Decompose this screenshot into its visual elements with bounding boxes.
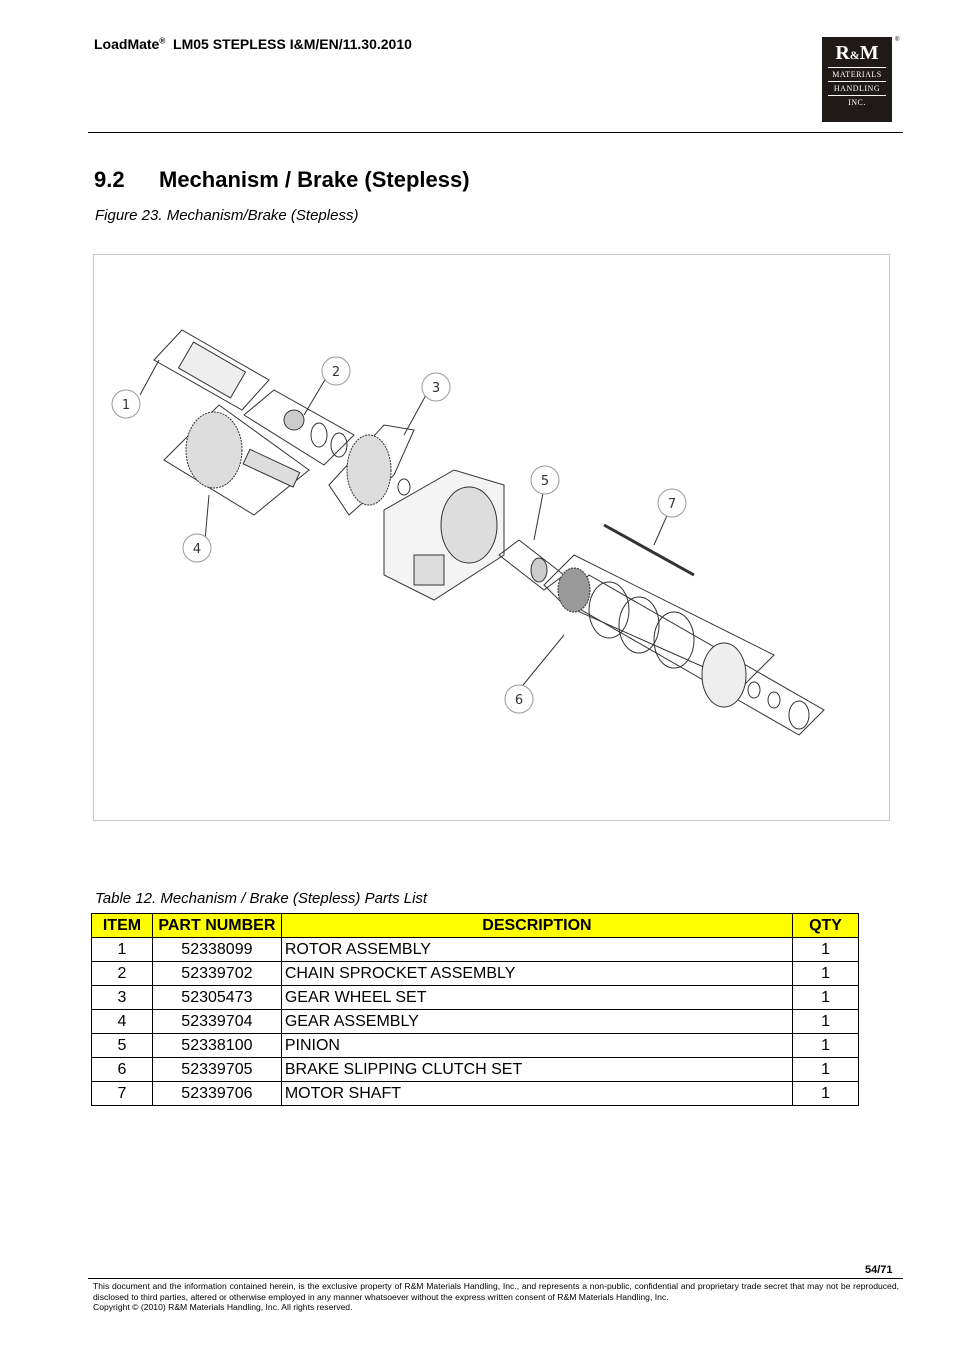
figure-caption: Figure 23. Mechanism/Brake (Stepless) — [95, 207, 359, 224]
cell-qty: 1 — [793, 962, 859, 986]
section-heading — [94, 167, 470, 193]
callout-1: 1 — [121, 398, 131, 413]
confidentiality-notice: This document and the information contained herein, is the exclusive property of R&M Materials Handling, Inc., and represents a non-public, confidential and proprietary trade secret that may not be reproduced, disclosed to third parties, altered or otherwise employed in any manner whatsoever without the express written consent of R&M Materials Handling, Inc. — [93, 1281, 899, 1302]
footer-divider — [88, 1278, 903, 1279]
callout-4: 4 — [192, 542, 202, 557]
cell-item: 2 — [92, 962, 153, 986]
cell-qty: 1 — [793, 938, 859, 962]
col-header-description: DESCRIPTION — [281, 914, 792, 938]
cell-description: GEAR WHEEL SET — [281, 986, 792, 1010]
copyright-notice: Copyright © (2010) R&M Materials Handling, Inc. All rights reserved. — [93, 1302, 353, 1312]
table-row — [92, 1034, 859, 1058]
cell-part-number: 52339702 — [152, 962, 281, 986]
mechanism-drawing — [94, 255, 889, 820]
cell-qty: 1 — [793, 1034, 859, 1058]
cell-part-number: 52305473 — [152, 986, 281, 1010]
callout-5: 5 — [540, 474, 550, 489]
cell-qty: 1 — [793, 1058, 859, 1082]
table-header-row — [92, 914, 859, 938]
section-title: Mechanism / Brake (Stepless) — [159, 167, 470, 192]
cell-part-number: 52339705 — [152, 1058, 281, 1082]
page-number: 54/71 — [865, 1264, 893, 1276]
cell-qty: 1 — [793, 1082, 859, 1106]
table-row — [92, 1082, 859, 1106]
logo-monogram: R&M — [835, 42, 879, 64]
col-header-part-number: PART NUMBER — [152, 914, 281, 938]
table-row — [92, 962, 859, 986]
cell-description: ROTOR ASSEMBLY — [281, 938, 792, 962]
legal-notice — [93, 1281, 899, 1313]
motor-shaft — [604, 525, 694, 575]
cell-part-number: 52339706 — [152, 1082, 281, 1106]
exploded-view-figure — [93, 254, 890, 821]
cell-item: 4 — [92, 1010, 153, 1034]
company-logo — [822, 37, 892, 122]
cell-description: CHAIN SPROCKET ASSEMBLY — [281, 962, 792, 986]
cell-item: 3 — [92, 986, 153, 1010]
cell-item: 7 — [92, 1082, 153, 1106]
document-id: LM05 STEPLESS I&M/EN/11.30.2010 — [173, 36, 412, 52]
cell-description: MOTOR SHAFT — [281, 1082, 792, 1106]
table-row — [92, 938, 859, 962]
logo-line-materials: MATERIALS — [832, 70, 882, 79]
callout-3: 3 — [431, 381, 441, 396]
logo-line-handling: HANDLING — [833, 84, 881, 93]
cell-part-number: 52338100 — [152, 1034, 281, 1058]
cell-description: GEAR ASSEMBLY — [281, 1010, 792, 1034]
cell-item: 5 — [92, 1034, 153, 1058]
cell-description: BRAKE SLIPPING CLUTCH SET — [281, 1058, 792, 1082]
logo-registered-mark: ® — [895, 37, 900, 43]
callout-2: 2 — [331, 365, 341, 380]
rotor-body — [179, 342, 246, 398]
cell-part-number: 52339704 — [152, 1010, 281, 1034]
col-header-item: ITEM — [92, 914, 153, 938]
header-divider — [88, 132, 903, 133]
document-header — [94, 36, 412, 52]
cell-qty: 1 — [793, 986, 859, 1010]
cell-qty: 1 — [793, 1010, 859, 1034]
section-number: 9.2 — [94, 167, 125, 192]
cell-item: 6 — [92, 1058, 153, 1082]
cell-part-number: 52338099 — [152, 938, 281, 962]
callout-7: 7 — [667, 497, 677, 512]
table-row — [92, 1058, 859, 1082]
table-caption: Table 12. Mechanism / Brake (Stepless) Parts List — [95, 890, 428, 907]
callout-6: 6 — [514, 693, 524, 708]
cell-description: PINION — [281, 1034, 792, 1058]
brand-name: LoadMate — [94, 36, 160, 52]
cell-item: 1 — [92, 938, 153, 962]
logo-line-inc: INC. — [848, 98, 866, 107]
registered-mark: ® — [159, 36, 166, 46]
table-row — [92, 1010, 859, 1034]
col-header-qty: QTY — [793, 914, 859, 938]
parts-table — [91, 913, 859, 1106]
table-row — [92, 986, 859, 1010]
